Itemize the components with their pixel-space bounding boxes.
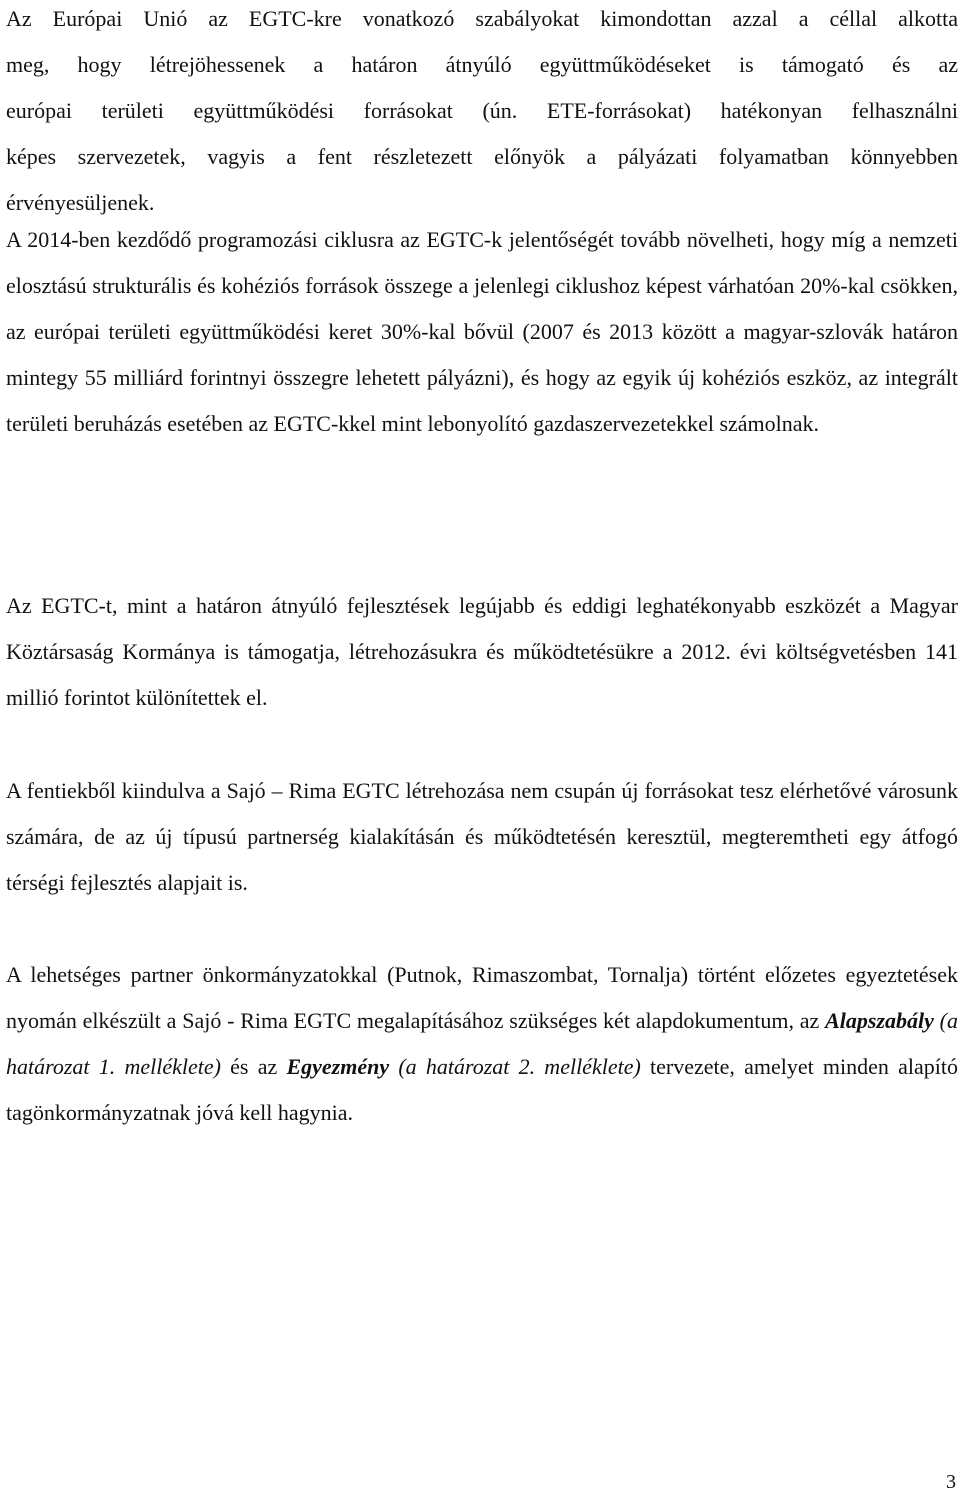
paragraph-sajo-rima-egtc: A fentiekből kiindulva a Sajó – Rima EGTC létrehozása nem csupán új forrásokat tesz elérhetővé városunk számára, de az új típusú partnerség kialakításán és működtetésén keresztül, megteremtheti egy átfogó térségi fejlesztés alapjait is. <box>6 778 958 895</box>
page-number: 3 <box>946 1471 956 1493</box>
paragraph-line: képes szervezetek, vagyis a fent részletezett előnyök a pályázati folyamatban könnyebben <box>6 144 958 169</box>
paragraph-line: Az Európai Unió az EGTC-kre vonatkozó szabályokat kimondottan azzal a céllal alkotta <box>6 6 958 31</box>
paragraph-line: érvényesüljenek. <box>6 190 155 215</box>
paragraph-line: európai területi együttműködési forrásokat (ún. ETE-forrásokat) hatékonyan felhasználni <box>6 98 958 123</box>
paragraph-partner-municipalities <box>6 952 958 1136</box>
text-run: és az <box>220 1054 287 1079</box>
paragraph-line: meg, hogy létrejöhessenek a határon átnyúló együttműködéseket is támogató és az <box>6 52 958 77</box>
text-run: tervezete, amelyet minden alapító tagönkormányzatnak jóvá kell hagynia. <box>6 1054 958 1125</box>
document-reference-alapszabaly: Alapszabály <box>825 1008 934 1033</box>
text-run: A lehetséges partner önkormányzatokkal (Putnok, Rimaszombat, Tornalja) történt előzetes egyeztetések nyomán elkészült a Sajó - Rima EGTC megalapításához szükséges két alapdokumentum, az <box>6 962 958 1033</box>
document-reference-egyezmeny: Egyezmény <box>286 1054 390 1079</box>
annex-reference-1: (a határozat 1. melléklete) <box>6 1008 958 1079</box>
annex-reference-2: (a határozat 2. melléklete) <box>389 1054 641 1079</box>
paragraph-government-support: Az EGTC-t, mint a határon átnyúló fejlesztések legújabb és eddigi leghatékonyabb eszközét a Magyar Köztársaság Kormánya is támogatja, létrehozásukra és működtetésükre a 2012. évi költségvetésben 141 millió forintot különítettek el. <box>6 593 958 710</box>
paragraph-programming-cycle: A 2014-ben kezdődő programozási ciklusra az EGTC-k jelentőségét tovább növelheti, hogy míg a nemzeti elosztású strukturális és kohéziós források összege a jelenlegi ciklushoz képest várhatóan 20%-kal csökken, az európai területi együttműködési keret 30%-kal bővül (2007 és 2013 között a magyar-szlovák határon mintegy 55 milliárd forintnyi összegre lehetett pályázni), és hogy az egyik új kohéziós eszköz, az integrált területi beruházás esetében az EGTC-kkel mint lebonyolító gazdaszervezetekkel számolnak. <box>6 227 958 436</box>
paragraph-egtc-rules <box>6 0 958 226</box>
